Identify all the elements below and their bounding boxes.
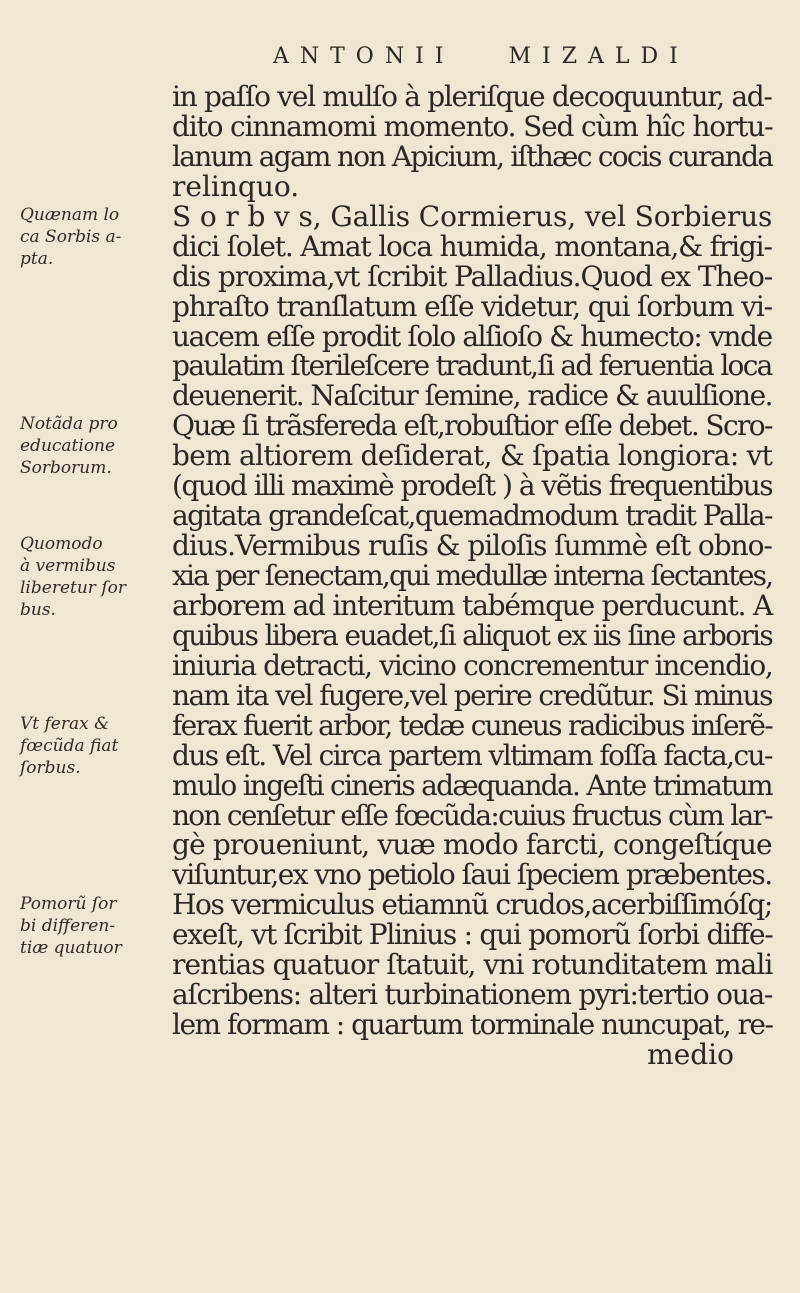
- text-line: paulatim ſterileſcere tradunt,ſi ad feruentia loca: [172, 349, 772, 383]
- margin-note-line: ca Sorbis a-: [20, 226, 122, 247]
- text-line: arborem ad interitum tabémque perducunt. A: [172, 588, 772, 622]
- margin-note-line: Notãda pro: [20, 414, 118, 435]
- text-line: relinquo.: [172, 169, 300, 203]
- text-line: deuenerit. Naſcitur ſemine, radice & auulſione.: [172, 379, 773, 413]
- margin-note-line: à vermibus: [20, 556, 116, 577]
- margin-note: [20, 893, 160, 959]
- text-line: phraſto tranſlatum eſſe videtur, qui ſorbum vi-: [172, 289, 773, 323]
- text-line: agitata grandeſcat,quemadmodum tradit Palla-: [172, 499, 772, 533]
- text-line: S o r b v s, Gallis Cormierus, vel Sorbierus: [172, 199, 773, 233]
- running-head-author: ANTONII: [273, 44, 455, 69]
- main-text: [172, 82, 772, 1070]
- text-line: Quæ ſi trãsfereda eſt,robuſtior eſſe debet. Scro-: [172, 409, 772, 443]
- margin-note-line: ſorbus.: [20, 757, 81, 778]
- text-line: ferax fuerit arbor, tedæ cuneus radicibus inſerẽ-: [172, 708, 772, 742]
- running-head-name: MIZALDI: [508, 44, 689, 69]
- text-line: quibus libera euadet,ſi aliquot ex iis ſine arboris: [172, 618, 773, 652]
- margin-note: [20, 713, 160, 779]
- running-head: [273, 44, 689, 69]
- text-line: uacem eſſe prodit ſolo alſioſo & humecto: vnde: [172, 319, 772, 353]
- margin-note: [20, 533, 160, 621]
- text-line: bem altiorem deſiderat, & ſpatia longiora: vt: [172, 439, 773, 473]
- text-line: lem formam : quartum torminale nuncupat, re-: [172, 1008, 773, 1042]
- text-line: dis proxima,vt ſcribit Palladius.Quod ex Theo-: [172, 259, 773, 293]
- text-line: dici ſolet. Amat loca humida, montana,& frigi-: [172, 229, 772, 263]
- text-line: medio: [647, 1038, 734, 1071]
- margin-note-line: fœcũda fiat: [20, 735, 119, 756]
- text-line: (quod illi maximè prodeſt ) à vẽtis frequentibus: [172, 469, 773, 503]
- text-line: gè proueniunt, vuæ modo farcti, congeſtíque: [172, 828, 772, 862]
- margin-note-line: pta.: [20, 248, 54, 269]
- margin-note-line: Sorborum.: [20, 458, 112, 479]
- text-line: dito cinnamomi momento. Sed cùm hîc hortu-: [172, 109, 773, 143]
- text-line: mulo ingeſti cineris adæquanda. Ante trimatum: [172, 768, 772, 802]
- text-line: nam ita vel fugere,vel perire credũtur. Si minus: [172, 678, 772, 712]
- text-line: viſuntur,ex vno petiolo ſaui ſpeciem præbentes.: [172, 858, 772, 892]
- text-line: aſcribens: alteri turbinationem pyri:tertio oua-: [172, 978, 773, 1012]
- text-line: dius.Vermibus ruſis & piloſis ſummè eſt obno-: [172, 529, 772, 563]
- margin-note-line: Pomorũ ſor: [20, 893, 117, 914]
- text-line: Hos vermiculus etiamnũ crudos,acerbiſſimóſq;: [172, 888, 772, 922]
- text-line: xia per ſenectam,qui medullæ interna ſectantes,: [172, 559, 773, 592]
- margin-note-line: bus.: [20, 600, 56, 621]
- margin-note: [20, 413, 160, 479]
- text-line: iniuria detracti, vicino concrementur incendio,: [172, 648, 773, 682]
- margin-note-line: liberetur ſor: [20, 578, 126, 599]
- text-line: rentias quatuor ſtatuit, vni rotunditatem mali: [172, 948, 773, 982]
- text-line: dus eſt. Vel circa partem vltimam foſſa facta,cu-: [172, 738, 772, 772]
- text-line: lanum agam non Apicium, iſthæc cocis curanda: [172, 139, 773, 173]
- margin-note-line: Vt ferax &: [20, 713, 110, 734]
- margin-note-line: Quænam lo: [20, 204, 120, 225]
- text-line: non cenſetur eſſe fœcũda:cuius fructus cùm lar-: [172, 798, 772, 832]
- margin-note: [20, 204, 160, 270]
- margin-note-line: Quomodo: [20, 534, 103, 555]
- margin-note-line: tiæ quatuor: [20, 937, 122, 958]
- text-line: in paſſo vel mulſo à pleriſque decoquuntur, ad-: [172, 80, 772, 113]
- margin-note-line: educatione: [20, 436, 116, 457]
- margin-note-line: bi differen-: [20, 915, 116, 936]
- text-line: exeſt, vt ſcribit Plinius : qui pomorũ ſorbi diffe-: [172, 918, 773, 952]
